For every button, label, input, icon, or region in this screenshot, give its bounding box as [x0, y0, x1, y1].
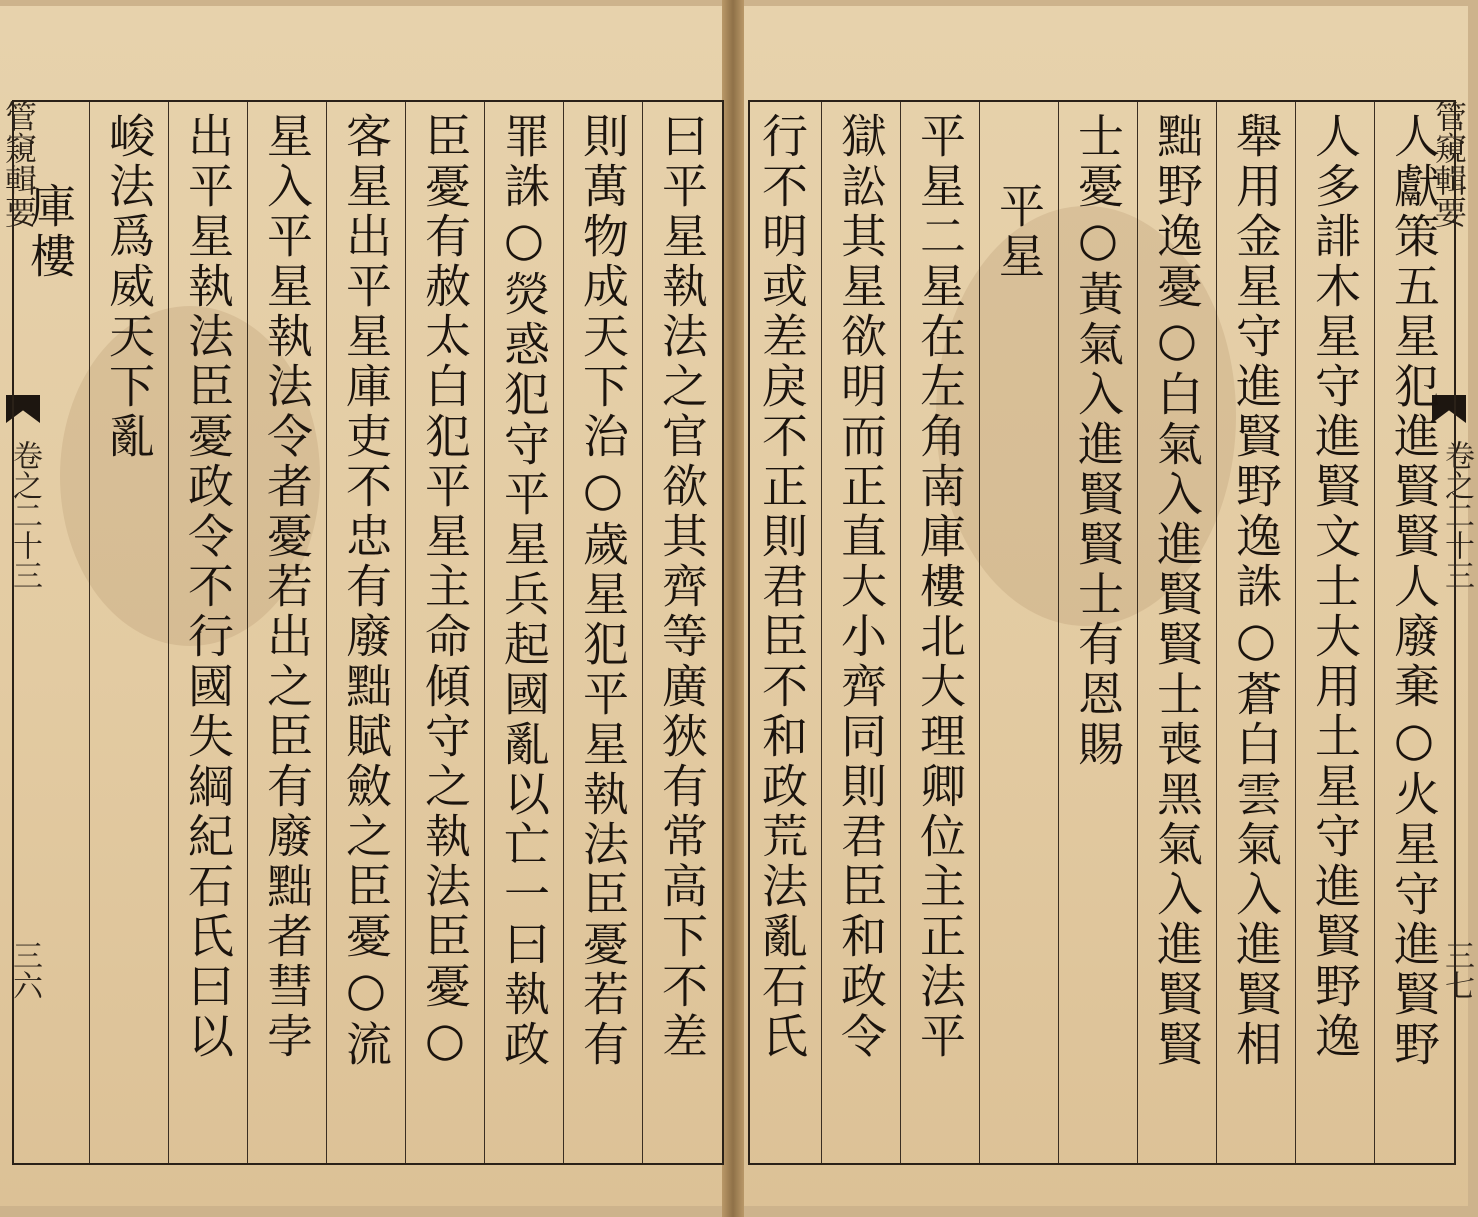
text-column: 客星出平星庫吏不忠有廢黜賦斂之臣憂○流: [326, 102, 406, 1163]
book-title: 管窺輯要: [1430, 100, 1468, 228]
text-column: 平星二星在左角南庫樓北大理卿位主正法平: [900, 102, 980, 1163]
text-column: 臣憂有赦太白犯平星主命傾守之執法臣憂○: [405, 102, 485, 1163]
text-column: 星入平星執法令者憂若出之臣有廢黜者彗孛: [247, 102, 327, 1163]
volume-label: 卷之二十三: [1439, 440, 1474, 590]
text-column: 則萬物成天下治○歲星犯平星執法臣憂若有: [563, 102, 643, 1163]
book-title: 管窺輯要: [0, 100, 38, 228]
text-column: 士憂○黃氣入進賢賢士有恩賜: [1058, 102, 1138, 1163]
text-column: 峻法爲威天下亂: [89, 102, 169, 1163]
text-column: 出平星執法臣憂政令不行國失綱紀石氏曰以: [168, 102, 248, 1163]
right-text-frame: [748, 100, 1456, 1165]
section-heading: 平星: [979, 102, 1059, 1163]
text-column: 人多誹木星守進賢文士大用土星守進賢野逸: [1295, 102, 1375, 1163]
left-text-frame: [12, 100, 724, 1165]
section-heading: 庫樓: [23, 182, 77, 282]
text-column: 行不明或差戾不正則君臣不和政荒法亂石氏: [755, 112, 809, 1062]
text-column: 罪誅○熒惑犯守平星兵起國亂以亡一曰執政: [484, 102, 564, 1163]
text-column: 曰平星執法之官欲其齊等廣狹有常高下不差: [642, 102, 722, 1163]
book-gutter: [722, 0, 744, 1217]
text-column: 人獻策五星犯進賢賢人廢棄○火星守進賢野: [1374, 102, 1454, 1163]
text-column: 黜野逸憂○白氣入進賢賢士喪黑氣入進賢賢: [1137, 102, 1217, 1163]
text-column: 獄訟其星欲明而正直大小齊同則君臣和政令: [821, 102, 901, 1163]
volume-label: 卷之二十三: [7, 440, 42, 590]
sheet-number: 三七: [1439, 940, 1474, 1000]
text-column: 舉用金星守進賢野逸誅○蒼白雲氣入進賢相: [1216, 102, 1296, 1163]
sheet-number: 三六: [7, 940, 42, 1000]
